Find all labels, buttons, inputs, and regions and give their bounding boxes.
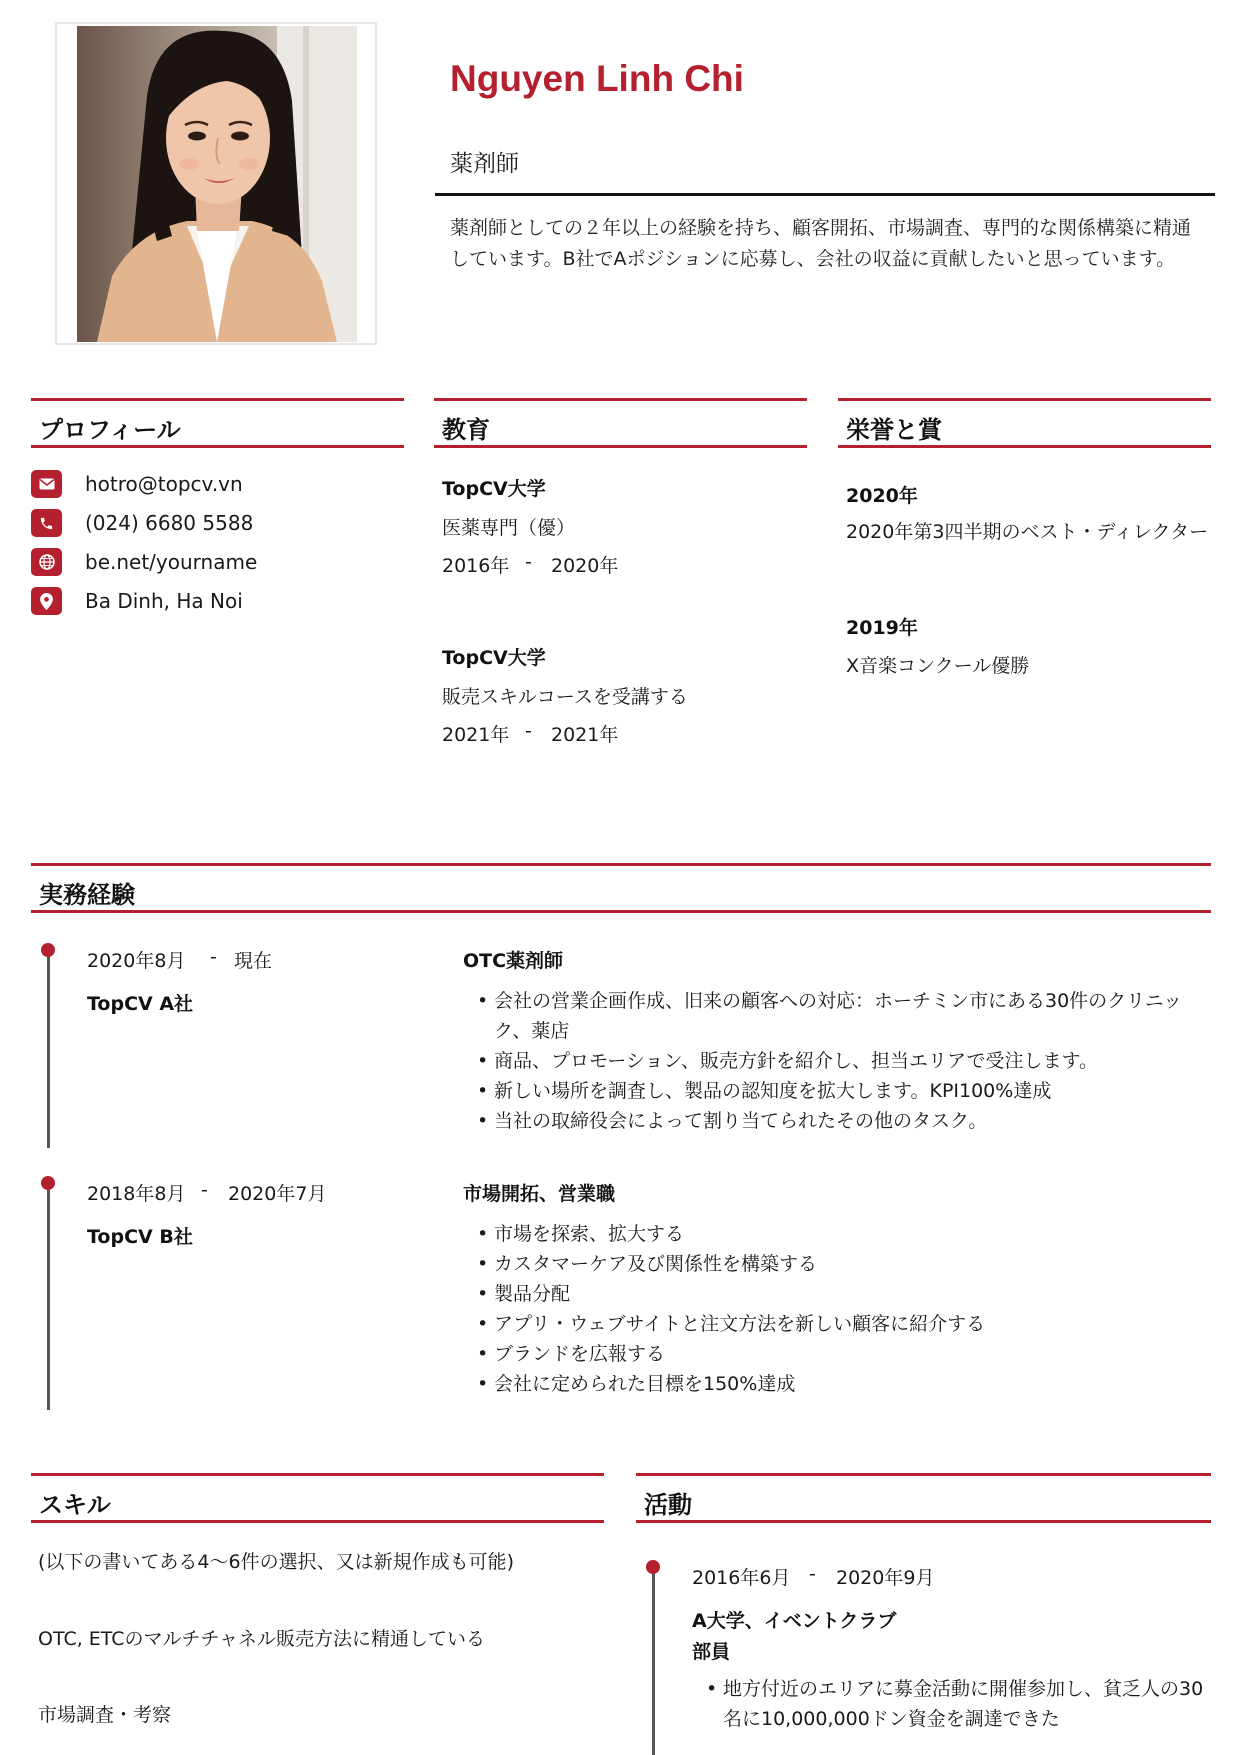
education-start: 2016年 bbox=[442, 555, 510, 577]
globe-icon bbox=[31, 548, 62, 576]
skill-item: 市場調査・考察 bbox=[38, 1704, 172, 1726]
activity-start: 2016年6月 bbox=[692, 1567, 791, 1589]
contact-phone bbox=[31, 509, 254, 537]
portrait-illustration bbox=[77, 26, 357, 342]
duty-item: • 当社の取締役会によって割り当てられたその他のタスク。 bbox=[477, 1106, 1210, 1136]
education-school: TopCV大学 bbox=[442, 478, 546, 500]
duty-item: • アプリ・ウェブサイトと注文方法を新しい顧客に紹介する bbox=[477, 1309, 1210, 1339]
timeline-line bbox=[652, 1570, 655, 1755]
timeline-line bbox=[47, 953, 50, 1148]
education-school: TopCV大学 bbox=[442, 647, 546, 669]
experience-position: 市場開拓、営業職 bbox=[463, 1183, 616, 1205]
phone-text[interactable]: (024) 6680 5588 bbox=[85, 511, 254, 535]
timeline-dot bbox=[646, 1560, 660, 1574]
duty-item: • カスタマーケア及び関係性を構築する bbox=[477, 1249, 1210, 1279]
experience-start: 2020年8月 bbox=[87, 950, 186, 972]
job-title: 薬剤師 bbox=[450, 151, 519, 177]
location-icon bbox=[31, 587, 62, 615]
duty-item: • 製品分配 bbox=[477, 1279, 1210, 1309]
duty-item: • 市場を探索、拡大する bbox=[477, 1219, 1210, 1249]
experience-date-sep: - bbox=[210, 946, 217, 968]
contact-website bbox=[31, 548, 258, 576]
awards-section-header bbox=[838, 398, 1211, 448]
profile-section-header bbox=[31, 398, 404, 448]
activity-role: 部員 bbox=[692, 1641, 731, 1663]
contact-location bbox=[31, 587, 243, 615]
skills-heading: スキル bbox=[39, 1491, 111, 1519]
website-text[interactable]: be.net/yourname bbox=[85, 550, 258, 574]
activity-org: A大学、イベントクラブ bbox=[692, 1610, 897, 1632]
activity-end: 2020年9月 bbox=[836, 1567, 935, 1589]
location-text: Ba Dinh, Ha Noi bbox=[85, 589, 243, 613]
experience-company: TopCV B社 bbox=[87, 1226, 193, 1248]
award-year: 2020年 bbox=[846, 485, 918, 507]
duty-item: • ブランドを広報する bbox=[477, 1339, 1210, 1369]
education-end: 2021年 bbox=[551, 724, 619, 746]
experience-heading: 実務経験 bbox=[39, 881, 135, 909]
career-summary: 薬剤師としての２年以上の経験を持ち、顧客開拓、市場調査、専門的な関係構築に精通しています。B社でAポジションに応募し、会社の収益に貢献したいと思っています。 bbox=[450, 217, 1192, 270]
activities-section-header bbox=[636, 1473, 1211, 1523]
header-divider bbox=[435, 193, 1215, 196]
experience-end: 現在 bbox=[234, 950, 273, 972]
experience-duties bbox=[477, 1219, 1210, 1399]
duty-item: • 新しい場所を調査し、製品の認知度を拡大します。KPI100%達成 bbox=[477, 1076, 1210, 1106]
phone-icon bbox=[31, 509, 62, 537]
skill-item: (以下の書いてある4～6件の選択、又は新規作成も可能) bbox=[38, 1551, 515, 1573]
education-major: 販売スキルコースを受講する bbox=[442, 686, 688, 708]
education-heading: 教育 bbox=[442, 416, 490, 444]
activity-item: • 地方付近のエリアに募金活動に開催参加し、貧乏人の30名に10,000,000ドン資金を調達できた bbox=[706, 1674, 1206, 1734]
education-end: 2020年 bbox=[551, 555, 619, 577]
duty-item: • 会社の営業企画作成、旧来の顧客への対応：ホーチミン市にある30件のクリニック、薬店 bbox=[477, 986, 1210, 1046]
skill-item: OTC, ETCのマルチチャネル販売方法に精通している bbox=[38, 1628, 485, 1650]
timeline-dot bbox=[41, 1176, 55, 1190]
award-title: 2020年第3四半期のベスト・ディレクター bbox=[846, 521, 1209, 543]
candidate-name: Nguyen Linh Chi bbox=[450, 58, 744, 99]
experience-start: 2018年8月 bbox=[87, 1183, 186, 1205]
award-year: 2019年 bbox=[846, 617, 918, 639]
education-major: 医薬専門（優） bbox=[442, 517, 576, 539]
awards-heading: 栄誉と賞 bbox=[846, 416, 942, 444]
experience-end: 2020年7月 bbox=[228, 1183, 327, 1205]
activity-details bbox=[706, 1674, 1206, 1734]
profile-photo bbox=[77, 26, 357, 342]
duty-item: • 会社に定められた目標を150%達成 bbox=[477, 1369, 1210, 1399]
skills-section-header bbox=[31, 1473, 604, 1523]
experience-company: TopCV A社 bbox=[87, 993, 194, 1015]
award-title: X音楽コンクール優勝 bbox=[846, 655, 1030, 677]
experience-section-header bbox=[31, 863, 1211, 913]
education-section-header bbox=[434, 398, 807, 448]
activities-heading: 活動 bbox=[644, 1491, 692, 1519]
photo-frame bbox=[55, 22, 377, 345]
duty-item: • 商品、プロモーション、販売方針を紹介し、担当エリアで受注します。 bbox=[477, 1046, 1210, 1076]
experience-position: OTC薬剤師 bbox=[463, 950, 564, 972]
timeline-dot bbox=[41, 943, 55, 957]
experience-duties bbox=[477, 986, 1210, 1136]
activity-date-sep: - bbox=[809, 1563, 816, 1585]
contact-email bbox=[31, 470, 243, 498]
education-date-sep: - bbox=[525, 551, 532, 573]
timeline-line bbox=[47, 1186, 50, 1410]
experience-date-sep: - bbox=[201, 1179, 208, 1201]
email-text[interactable]: hotro@topcv.vn bbox=[85, 472, 243, 496]
education-start: 2021年 bbox=[442, 724, 510, 746]
profile-heading: プロフィール bbox=[39, 416, 181, 444]
mail-icon bbox=[31, 470, 62, 498]
education-date-sep: - bbox=[525, 720, 532, 742]
